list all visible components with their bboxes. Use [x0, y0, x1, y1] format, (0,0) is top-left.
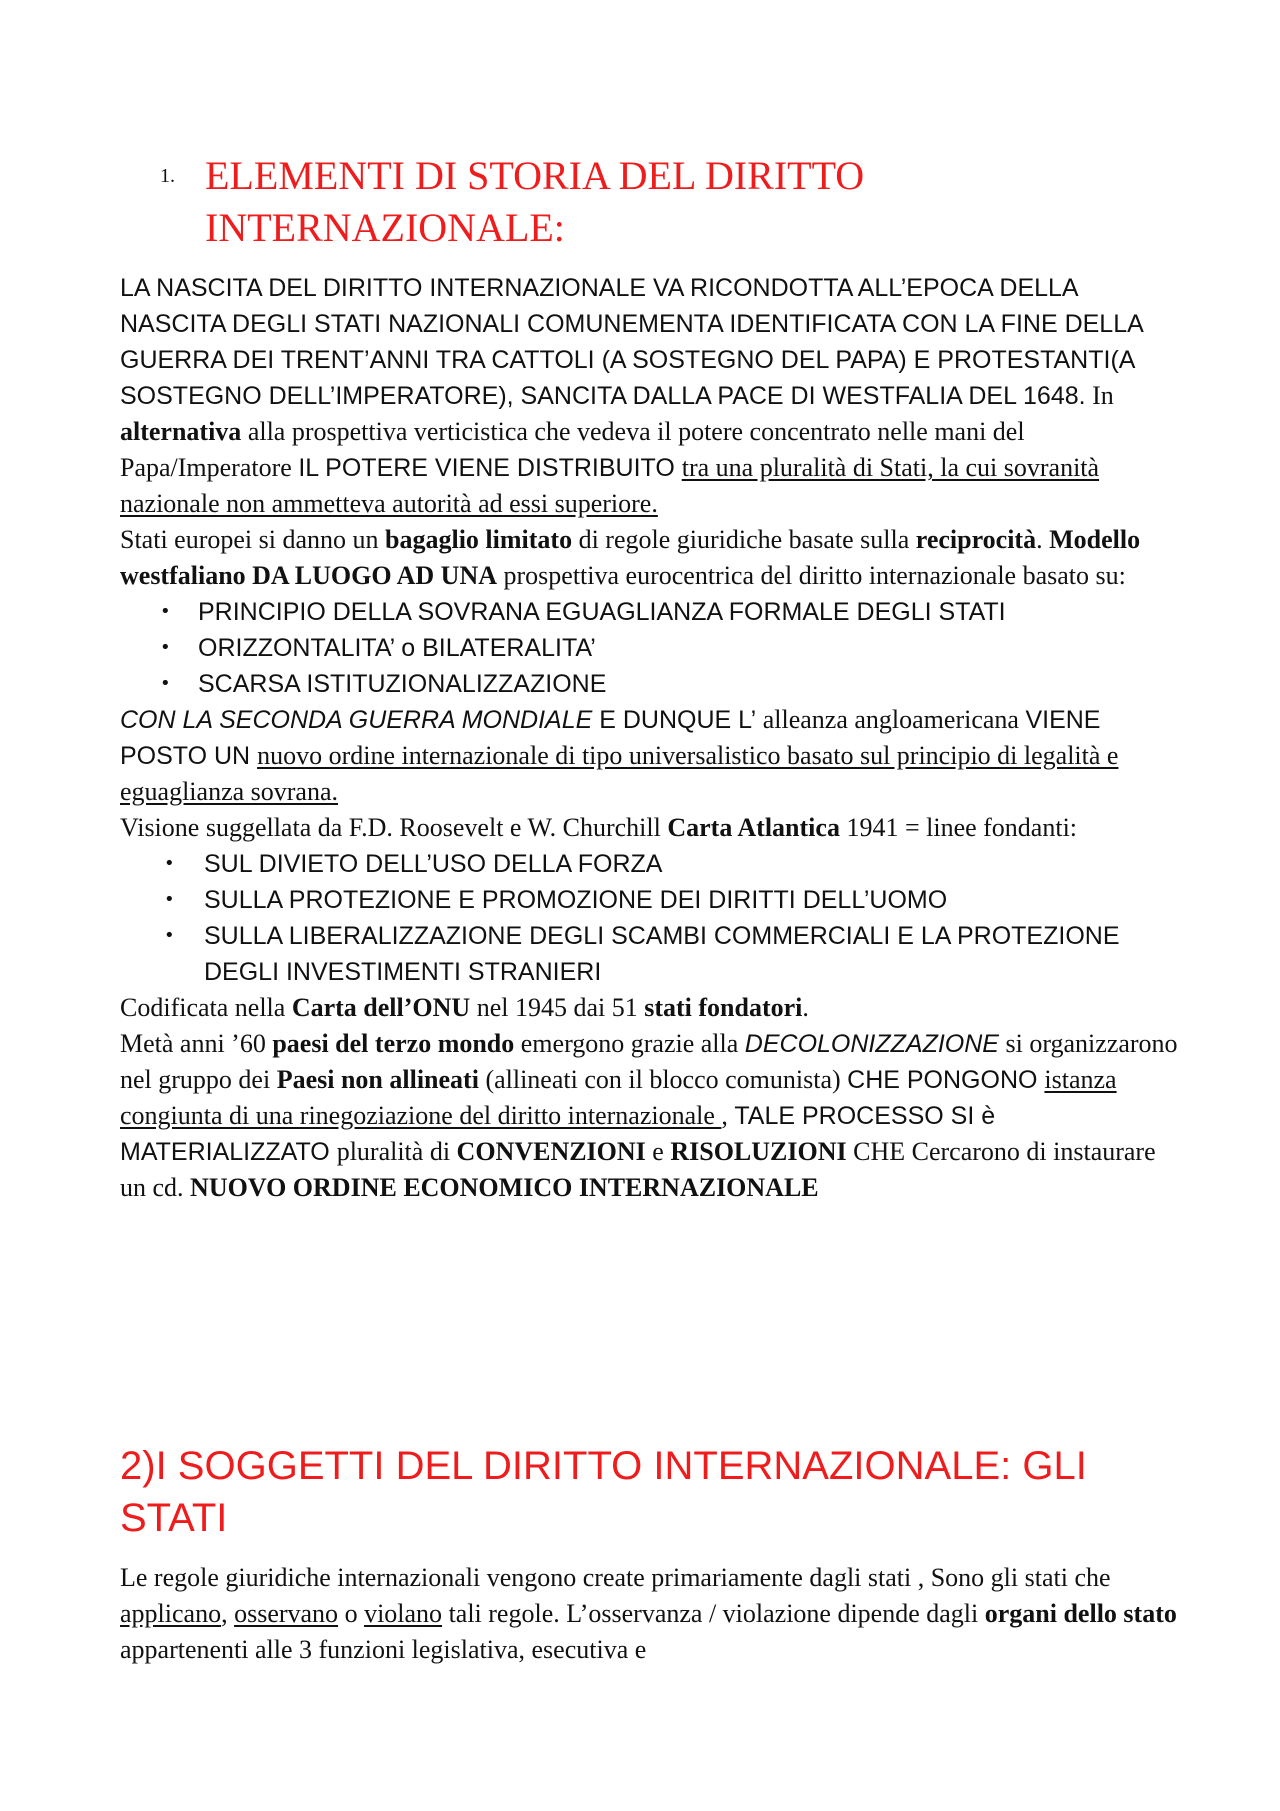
- italic-text: DECOLONIZZAZIONE: [744, 1030, 999, 1058]
- list-item: • PRINCIPIO DELLA SOVRANA EGUAGLIANZA FORMALE DEGLI STATI: [120, 594, 1180, 630]
- bold-text: organi dello stato: [984, 1599, 1177, 1628]
- bold-text: Carta Atlantica: [667, 813, 840, 842]
- bold-text: paesi del terzo mondo: [272, 1029, 515, 1058]
- list-item: • SUL DIVIETO DELL’USO DELLA FORZA: [120, 846, 1180, 882]
- text: Metà anni ’60: [120, 1029, 273, 1058]
- text: alleanza angloamericana: [756, 705, 1026, 734]
- text: Stati europei si danno un: [120, 525, 386, 554]
- bold-text: reciprocità: [915, 525, 1037, 554]
- text: .: [1036, 525, 1050, 554]
- text: (allineati con il blocco comunista): [478, 1065, 848, 1094]
- italic-text: CON LA SECONDA GUERRA MONDIALE: [120, 706, 600, 734]
- text: nel 1945 dai 51: [470, 993, 645, 1022]
- text: si organizzarono nel gruppo dei: [120, 1029, 1178, 1094]
- underlined-text: violano: [364, 1599, 443, 1628]
- text: Codificata nella: [120, 993, 292, 1022]
- underlined-text: applicano: [120, 1599, 222, 1628]
- list-item: • ORIZZONTALITA’ o BILATERALITA’: [120, 630, 1180, 666]
- text: e: [645, 1137, 671, 1166]
- intro-caps-text: LA NASCITA DEL DIRITTO INTERNAZIONALE VA RICONDOTTA ALL’EPOCA DELLA NASCITA DEGLI STATI NAZIONALI COMUNEMENTA IDENTIFICATA CON LA FINE DELLA GUERRA DEI TRENT’ANNI TRA CATTOLI (A SOSTEGNO DEL PAPA) E PROTESTANTI(A SOSTEGNO DELL’IMPERATORE), SANCITA DALLA PACE DI WESTFALIA DEL 1648.: [120, 274, 1143, 410]
- bold-text: alternativa: [120, 417, 242, 446]
- text: ,: [721, 1101, 735, 1130]
- text: appartenenti alle 3 funzioni legislativa, esecutiva e: [120, 1635, 647, 1664]
- text: di regole giuridiche basate sulla: [572, 525, 916, 554]
- westphalia-principles-list: [120, 594, 1180, 702]
- list-item: • SULLA LIBERALIZZAZIONE DEGLI SCAMBI COMMERCIALI E LA PROTEZIONE DEGLI INVESTIMENTI STRANIERI: [120, 918, 1180, 990]
- underlined-text: istanza congiunta di una rinegoziazione del diritto internazionale: [120, 1065, 1117, 1130]
- bold-text: NUOVO ORDINE ECONOMICO INTERNAZIONALE: [190, 1173, 819, 1202]
- text: CHE Cercarono di instaurare un cd.: [120, 1137, 1156, 1202]
- text: o: [338, 1599, 365, 1628]
- text: 1941 = linee fondanti:: [839, 813, 1078, 842]
- section-2-body: [120, 1560, 1180, 1668]
- text: .: [802, 993, 809, 1022]
- bold-text: stati fondatori: [644, 993, 803, 1022]
- caps-text: E DUNQUE L’: [599, 706, 757, 734]
- text: Visione suggellata da F.D. Roosevelt e W. Churchill: [120, 813, 668, 842]
- heading-title: ELEMENTI DI STORIA DEL DIRITTO INTERNAZIONALE:: [205, 153, 865, 250]
- section-heading-2: 2)I SOGGETTI DEL DIRITTO INTERNAZIONALE: GLI STATI: [120, 1444, 1087, 1540]
- underlined-text: nuovo ordine internazionale di tipo universalistico basato sul principio di legalità e eguaglianza sovrana.: [120, 741, 1119, 806]
- text: Le regole giuridiche internazionali vengono create primariamente dagli stati , Sono gli stati che: [120, 1563, 1111, 1592]
- list-item: • SULLA PROTEZIONE E PROMOZIONE DEI DIRITTI DELL’UOMO: [120, 882, 1180, 918]
- text: In: [1085, 381, 1114, 410]
- onu-paragraph: [120, 990, 1180, 1026]
- atlantic-paragraph: [120, 810, 1180, 846]
- caps-text: TALE PROCESSO SI è MATERIALIZZATO: [120, 1102, 996, 1166]
- heading-number: 1.: [160, 165, 175, 187]
- underlined-text: tra una pluralità di Stati, la cui sovranità nazionale non ammetteva autorità ad essi superiore.: [120, 453, 1100, 518]
- bold-text: Modello westfaliano DA LUOGO AD UNA: [120, 525, 1141, 590]
- bold-text: Paesi non allineati: [276, 1065, 479, 1094]
- bold-text: RISOLUZIONI: [670, 1137, 847, 1166]
- list-item: • SCARSA ISTITUZIONALIZZAZIONE: [120, 666, 1180, 702]
- text: emergono grazie alla: [514, 1029, 745, 1058]
- bold-text: CONVENZIONI: [456, 1137, 646, 1166]
- sixties-paragraph: [120, 1026, 1180, 1206]
- bold-text: Carta dell’ONU: [291, 993, 471, 1022]
- caps-text: CHE PONGONO: [847, 1066, 1045, 1094]
- text: pluralità di: [336, 1137, 457, 1166]
- states-paragraph: [120, 1560, 1180, 1668]
- text: alla prospettiva verticistica che vedeva il potere concentrato nelle mani del Papa/Imperatore: [120, 417, 1025, 482]
- bold-text: bagaglio limitato: [385, 525, 573, 554]
- intro-paragraph: [120, 270, 1180, 522]
- text: ,: [221, 1599, 235, 1628]
- westphalia-paragraph: [120, 522, 1180, 594]
- underlined-text: osservano: [234, 1599, 339, 1628]
- caps-text: IL POTERE VIENE DISTRIBUITO: [298, 454, 682, 482]
- text: tali regole. L’osservanza / violazione dipende dagli: [442, 1599, 985, 1628]
- section-1-body: [120, 270, 1180, 1206]
- wwii-paragraph: [120, 702, 1180, 810]
- text: prospettiva eurocentrica del diritto internazionale basato su:: [497, 561, 1126, 590]
- atlantic-charter-list: [120, 846, 1180, 990]
- caps-text: VIENE POSTO UN: [120, 706, 1101, 770]
